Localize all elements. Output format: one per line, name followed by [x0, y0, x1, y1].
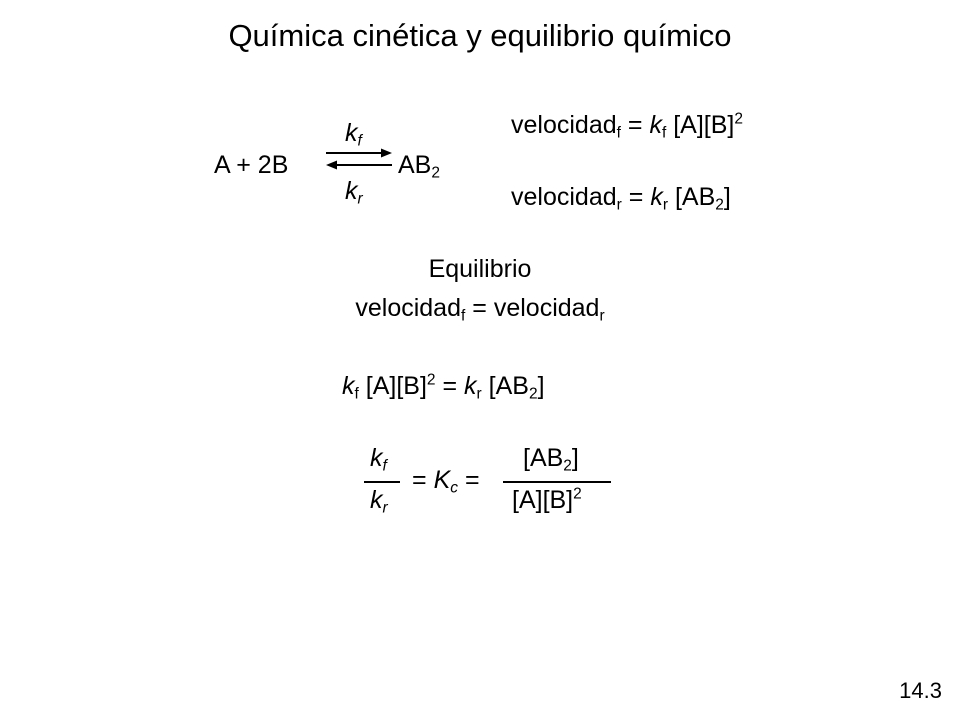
reaction-product: $AB_2$ [398, 151, 440, 182]
rate-balance-equation: $k_f$ $[A][B]^2 = k_r$ $[AB_2]$ [342, 371, 545, 403]
page-number: 14.3 [899, 678, 942, 703]
equilibrium-arrows-icon [324, 147, 394, 171]
concentration-denominator: $[A][B]^2$ [512, 485, 582, 514]
concentration-numerator: $[AB_2]$ [523, 444, 579, 475]
constant-denominator-kr: $k_r$ [370, 486, 388, 517]
constant-numerator-kf: $k_f$ [370, 444, 387, 475]
slide-title: Química cinética y equilibrio químico [228, 18, 732, 53]
reverse-rate-law: velocidad$_r$ = $k_r$ $[AB_2]$ [511, 183, 731, 214]
reverse-rate-constant-label: $k_r$ [345, 177, 363, 208]
forward-rate-law: velocidad$_f$ = $k_f$ $[A][B]^2$ [511, 110, 743, 142]
kc-definition: = $K_c$ = [412, 466, 480, 497]
forward-rate-constant-label: $k_f$ [345, 119, 362, 150]
reaction-reactants: A + 2B [214, 151, 289, 179]
equilibrium-condition: velocidad$_f$ = velocidad$_r$ [355, 294, 605, 325]
equilibrium-heading: Equilibrio [428, 255, 532, 283]
fraction-bar-k [364, 481, 400, 483]
fraction-bar-concentration [503, 481, 611, 483]
